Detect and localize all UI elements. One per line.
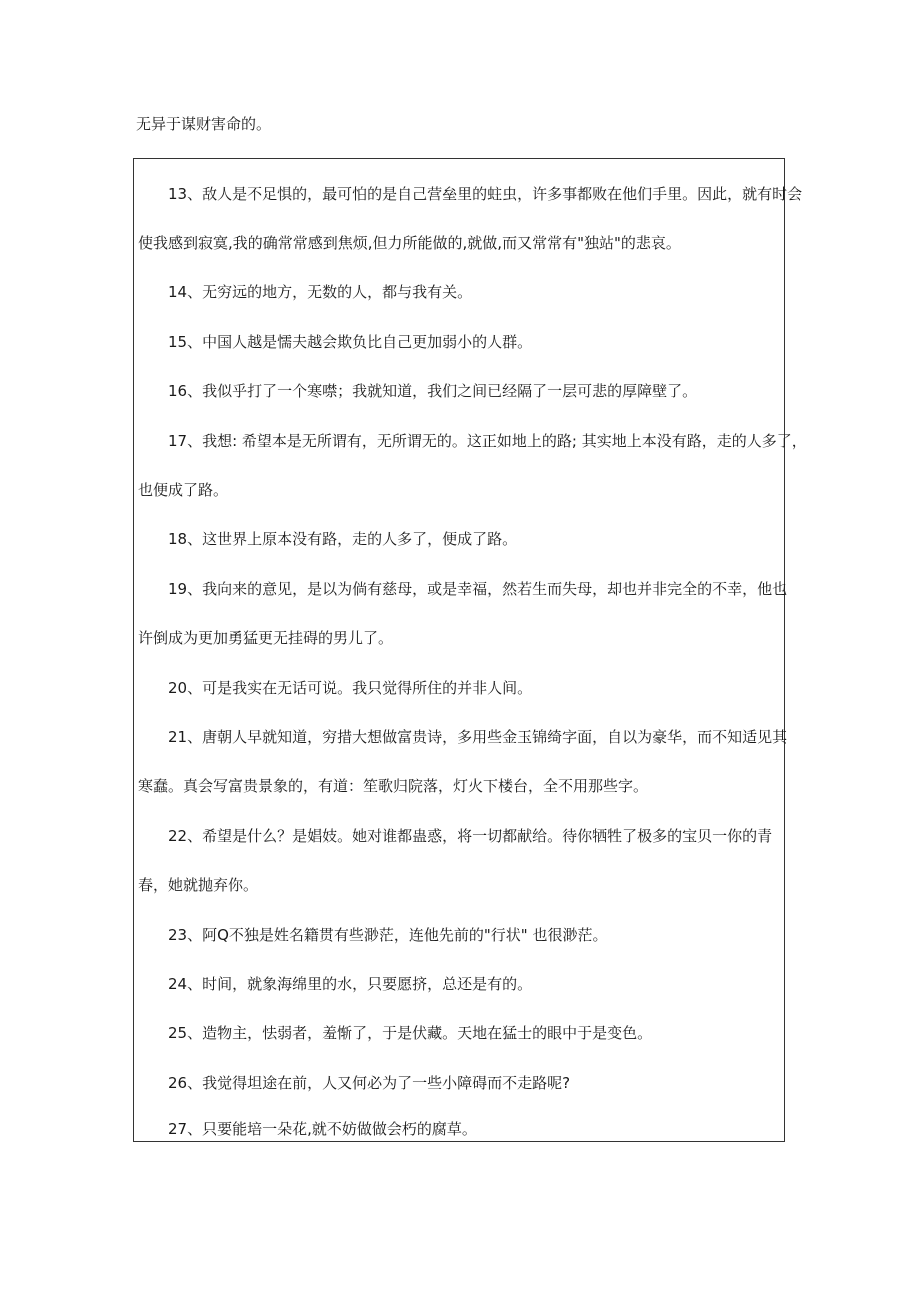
quote-22-line-2: 春，她就抛弃你。 — [138, 876, 259, 894]
quote-20: 20、可是我实在无话可说。我只觉得所住的并非人间。 — [168, 679, 533, 697]
quote-16: 16、我似乎打了一个寒噤；我就知道，我们之间已经隔了一层可悲的厚障壁了。 — [168, 382, 698, 400]
quote-17-line-2: 也便成了路。 — [138, 481, 229, 499]
quote-21-line-1: 21、唐朝人早就知道，穷措大想做富贵诗，多用些金玉锦绮字面，自以为豪华，而不知适见其 — [168, 728, 788, 746]
quote-19-line-1: 19、我向来的意见，是以为倘有慈母，或是幸福，然若生而失母，却也并非完全的不幸，他也 — [168, 580, 788, 598]
quote-21-line-2: 寒蠢。真会写富贵景象的，有道：笙歌归院落，灯火下楼台，全不用那些字。 — [138, 777, 649, 795]
quote-17-line-1: 17、我想: 希望本是无所谓有，无所谓无的。这正如地上的路; 其实地上本没有路，走的人多了， — [168, 432, 807, 450]
quote-13-line-1: 13、敌人是不足惧的，最可怕的是自己营垒里的蛀虫，许多事都败在他们手里。因此，就有时会 — [168, 185, 803, 203]
quote-box — [133, 158, 807, 1142]
quote-24: 24、时间，就象海绵里的水，只要愿挤，总还是有的。 — [168, 975, 533, 993]
intro-text: 无异于谋财害命的。 — [136, 115, 272, 133]
quote-19-line-2: 许倒成为更加勇猛更无挂碍的男儿了。 — [138, 629, 394, 647]
quote-13-line-2: 使我感到寂寞,我的确常常感到焦烦,但力所能做的,就做,而又常常有"独站"的悲哀。 — [138, 234, 681, 252]
quote-23: 23、阿Q不独是姓名籍贯有些渺茫，连他先前的"行状" 也很渺茫。 — [168, 926, 608, 944]
quote-27: 27、只要能培一朵花,就不妨做做会朽的腐草。 — [168, 1120, 477, 1138]
quote-26: 26、我觉得坦途在前，人又何必为了一些小障碍而不走路呢? — [168, 1074, 571, 1092]
quote-18: 18、这世界上原本没有路，走的人多了，便成了路。 — [168, 530, 518, 548]
quote-25: 25、造物主，怯弱者，羞惭了，于是伏藏。天地在猛士的眼中于是变色。 — [168, 1024, 653, 1042]
quote-22-line-1: 22、希望是什么？是娼妓。她对谁都蛊惑，将一切都献给。待你牺牲了极多的宝贝一你的青 — [168, 827, 773, 845]
quote-14: 14、无穷远的地方，无数的人，都与我有关。 — [168, 283, 473, 301]
quote-15: 15、中国人越是懦夫越会欺负比自己更加弱小的人群。 — [168, 333, 533, 351]
